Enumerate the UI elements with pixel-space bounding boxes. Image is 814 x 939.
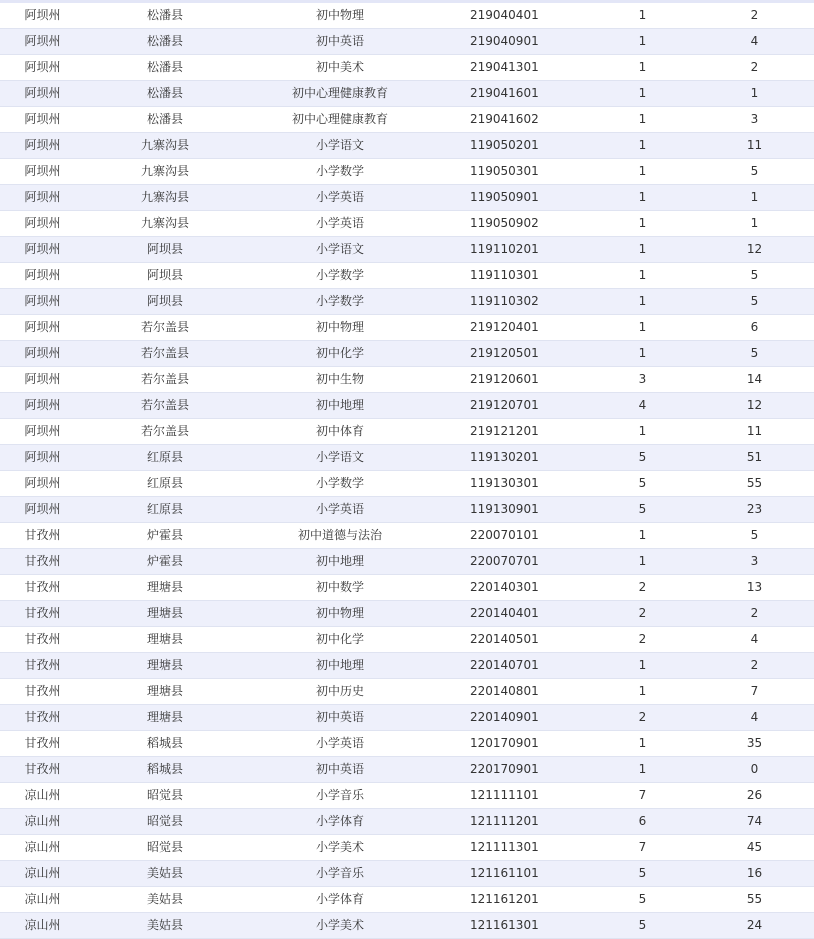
prefecture-cell: 甘孜州 (0, 601, 85, 627)
county-cell: 美姑县 (85, 913, 245, 939)
table-row (0, 3, 814, 29)
county-cell: 若尔盖县 (85, 341, 245, 367)
applicants-cell: 13 (695, 575, 814, 601)
prefecture-cell: 阿坝州 (0, 341, 85, 367)
table-row (0, 887, 814, 913)
applicants-cell: 7 (695, 679, 814, 705)
position-code-cell: 119130301 (435, 471, 590, 497)
quota-cell: 3 (590, 367, 695, 393)
applicants-cell: 12 (695, 237, 814, 263)
applicants-cell: 55 (695, 471, 814, 497)
subject-cell: 初中历史 (245, 679, 435, 705)
applicants-cell: 5 (695, 263, 814, 289)
county-cell: 九寨沟县 (85, 159, 245, 185)
subject-cell: 小学语文 (245, 237, 435, 263)
quota-cell: 4 (590, 393, 695, 419)
table-row (0, 315, 814, 341)
position-code-cell: 121161301 (435, 913, 590, 939)
quota-cell: 6 (590, 809, 695, 835)
applicants-cell: 11 (695, 419, 814, 445)
prefecture-cell: 凉山州 (0, 809, 85, 835)
applicants-cell: 5 (695, 523, 814, 549)
table-row (0, 497, 814, 523)
quota-cell: 1 (590, 653, 695, 679)
county-cell: 松潘县 (85, 55, 245, 81)
prefecture-cell: 阿坝州 (0, 419, 85, 445)
position-code-cell: 220140301 (435, 575, 590, 601)
position-code-cell: 119050201 (435, 133, 590, 159)
county-cell: 理塘县 (85, 653, 245, 679)
table-row (0, 29, 814, 55)
prefecture-cell: 阿坝州 (0, 393, 85, 419)
applicants-cell: 5 (695, 159, 814, 185)
county-cell: 美姑县 (85, 887, 245, 913)
subject-cell: 小学数学 (245, 263, 435, 289)
subject-cell: 初中地理 (245, 549, 435, 575)
prefecture-cell: 阿坝州 (0, 133, 85, 159)
table-row (0, 445, 814, 471)
quota-cell: 2 (590, 705, 695, 731)
table-row (0, 107, 814, 133)
table-row (0, 185, 814, 211)
quota-cell: 5 (590, 861, 695, 887)
county-cell: 红原县 (85, 471, 245, 497)
prefecture-cell: 甘孜州 (0, 757, 85, 783)
position-code-cell: 220140701 (435, 653, 590, 679)
prefecture-cell: 阿坝州 (0, 159, 85, 185)
prefecture-cell: 甘孜州 (0, 653, 85, 679)
position-code-cell: 219041301 (435, 55, 590, 81)
county-cell: 若尔盖县 (85, 393, 245, 419)
applicants-cell: 12 (695, 393, 814, 419)
table-row (0, 341, 814, 367)
table-row (0, 731, 814, 757)
position-code-cell: 219041601 (435, 81, 590, 107)
subject-cell: 初中心理健康教育 (245, 81, 435, 107)
applicants-cell: 1 (695, 185, 814, 211)
quota-cell: 1 (590, 549, 695, 575)
position-code-cell: 119110201 (435, 237, 590, 263)
quota-cell: 1 (590, 159, 695, 185)
county-cell: 理塘县 (85, 601, 245, 627)
subject-cell: 初中英语 (245, 29, 435, 55)
prefecture-cell: 阿坝州 (0, 497, 85, 523)
subject-cell: 初中生物 (245, 367, 435, 393)
county-cell: 美姑县 (85, 861, 245, 887)
quota-cell: 7 (590, 783, 695, 809)
county-cell: 松潘县 (85, 107, 245, 133)
position-code-cell: 219040901 (435, 29, 590, 55)
applicants-cell: 24 (695, 913, 814, 939)
applicants-cell: 11 (695, 133, 814, 159)
quota-cell: 5 (590, 445, 695, 471)
quota-cell: 1 (590, 81, 695, 107)
prefecture-cell: 阿坝州 (0, 289, 85, 315)
applicants-cell: 4 (695, 29, 814, 55)
subject-cell: 小学语文 (245, 133, 435, 159)
county-cell: 九寨沟县 (85, 185, 245, 211)
position-code-cell: 219120701 (435, 393, 590, 419)
prefecture-cell: 阿坝州 (0, 185, 85, 211)
quota-cell: 5 (590, 497, 695, 523)
table-row (0, 471, 814, 497)
position-code-cell: 119130201 (435, 445, 590, 471)
prefecture-cell: 甘孜州 (0, 575, 85, 601)
county-cell: 稻城县 (85, 731, 245, 757)
quota-cell: 1 (590, 3, 695, 29)
table-row (0, 809, 814, 835)
position-code-cell: 219121201 (435, 419, 590, 445)
subject-cell: 小学英语 (245, 211, 435, 237)
position-code-cell: 220140901 (435, 705, 590, 731)
applicants-cell: 74 (695, 809, 814, 835)
applicants-cell: 16 (695, 861, 814, 887)
quota-cell: 1 (590, 237, 695, 263)
applicants-cell: 2 (695, 3, 814, 29)
prefecture-cell: 甘孜州 (0, 523, 85, 549)
subject-cell: 初中物理 (245, 601, 435, 627)
quota-cell: 2 (590, 575, 695, 601)
table-body (0, 3, 814, 939)
applicants-cell: 55 (695, 887, 814, 913)
subject-cell: 初中道德与法治 (245, 523, 435, 549)
quota-cell: 1 (590, 315, 695, 341)
table-row (0, 783, 814, 809)
prefecture-cell: 甘孜州 (0, 627, 85, 653)
applicants-cell: 35 (695, 731, 814, 757)
county-cell: 红原县 (85, 497, 245, 523)
position-code-cell: 121161201 (435, 887, 590, 913)
county-cell: 昭觉县 (85, 835, 245, 861)
subject-cell: 初中物理 (245, 3, 435, 29)
quota-cell: 1 (590, 29, 695, 55)
applicants-cell: 2 (695, 653, 814, 679)
applicants-cell: 1 (695, 81, 814, 107)
applicants-cell: 26 (695, 783, 814, 809)
county-cell: 松潘县 (85, 81, 245, 107)
prefecture-cell: 凉山州 (0, 887, 85, 913)
applicants-cell: 45 (695, 835, 814, 861)
prefecture-cell: 甘孜州 (0, 705, 85, 731)
subject-cell: 初中地理 (245, 653, 435, 679)
subject-cell: 小学美术 (245, 913, 435, 939)
quota-cell: 1 (590, 289, 695, 315)
subject-cell: 初中美术 (245, 55, 435, 81)
prefecture-cell: 甘孜州 (0, 679, 85, 705)
position-code-cell: 120170901 (435, 731, 590, 757)
quota-cell: 1 (590, 55, 695, 81)
position-code-cell: 220070101 (435, 523, 590, 549)
county-cell: 理塘县 (85, 627, 245, 653)
quota-cell: 1 (590, 757, 695, 783)
subject-cell: 小学数学 (245, 289, 435, 315)
table-row (0, 263, 814, 289)
applicants-cell: 14 (695, 367, 814, 393)
table-row (0, 367, 814, 393)
table-row (0, 133, 814, 159)
quota-cell: 1 (590, 731, 695, 757)
subject-cell: 初中体育 (245, 419, 435, 445)
subject-cell: 小学音乐 (245, 861, 435, 887)
table-row (0, 393, 814, 419)
quota-cell: 5 (590, 471, 695, 497)
quota-cell: 2 (590, 601, 695, 627)
prefecture-cell: 阿坝州 (0, 3, 85, 29)
county-cell: 若尔盖县 (85, 419, 245, 445)
county-cell: 阿坝县 (85, 237, 245, 263)
subject-cell: 小学美术 (245, 835, 435, 861)
table-row (0, 835, 814, 861)
position-code-cell: 121161101 (435, 861, 590, 887)
table-row (0, 653, 814, 679)
table-row (0, 601, 814, 627)
table-row (0, 159, 814, 185)
county-cell: 若尔盖县 (85, 315, 245, 341)
position-code-cell: 119130901 (435, 497, 590, 523)
table-row (0, 913, 814, 939)
quota-cell: 1 (590, 341, 695, 367)
applicants-cell: 3 (695, 549, 814, 575)
prefecture-cell: 阿坝州 (0, 315, 85, 341)
table-row (0, 237, 814, 263)
applicants-cell: 1 (695, 211, 814, 237)
prefecture-cell: 甘孜州 (0, 731, 85, 757)
subject-cell: 初中化学 (245, 627, 435, 653)
position-code-cell: 121111201 (435, 809, 590, 835)
position-code-cell: 220070701 (435, 549, 590, 575)
quota-cell: 1 (590, 419, 695, 445)
prefecture-cell: 凉山州 (0, 913, 85, 939)
prefecture-cell: 凉山州 (0, 783, 85, 809)
county-cell: 九寨沟县 (85, 211, 245, 237)
table-row (0, 81, 814, 107)
subject-cell: 初中英语 (245, 757, 435, 783)
county-cell: 昭觉县 (85, 783, 245, 809)
applicants-cell: 6 (695, 315, 814, 341)
position-code-cell: 121111101 (435, 783, 590, 809)
table-row (0, 211, 814, 237)
subject-cell: 初中英语 (245, 705, 435, 731)
position-code-cell: 219120401 (435, 315, 590, 341)
table-row (0, 549, 814, 575)
prefecture-cell: 阿坝州 (0, 237, 85, 263)
quota-cell: 1 (590, 107, 695, 133)
county-cell: 阿坝县 (85, 263, 245, 289)
subject-cell: 初中数学 (245, 575, 435, 601)
prefecture-cell: 阿坝州 (0, 55, 85, 81)
table-row (0, 575, 814, 601)
subject-cell: 初中化学 (245, 341, 435, 367)
position-code-cell: 119050301 (435, 159, 590, 185)
subject-cell: 初中物理 (245, 315, 435, 341)
quota-cell: 1 (590, 133, 695, 159)
quota-cell: 1 (590, 523, 695, 549)
applicants-cell: 51 (695, 445, 814, 471)
county-cell: 理塘县 (85, 575, 245, 601)
position-code-cell: 121111301 (435, 835, 590, 861)
county-cell: 理塘县 (85, 705, 245, 731)
quota-cell: 1 (590, 263, 695, 289)
position-code-cell: 220140801 (435, 679, 590, 705)
quota-cell: 7 (590, 835, 695, 861)
subject-cell: 初中地理 (245, 393, 435, 419)
applicants-cell: 2 (695, 601, 814, 627)
position-code-cell: 220170901 (435, 757, 590, 783)
county-cell: 昭觉县 (85, 809, 245, 835)
prefecture-cell: 阿坝州 (0, 81, 85, 107)
position-code-cell: 220140401 (435, 601, 590, 627)
table-row (0, 757, 814, 783)
subject-cell: 小学体育 (245, 809, 435, 835)
position-code-cell: 220140501 (435, 627, 590, 653)
table-row (0, 419, 814, 445)
position-code-cell: 219041602 (435, 107, 590, 133)
county-cell: 理塘县 (85, 679, 245, 705)
position-code-cell: 219040401 (435, 3, 590, 29)
position-code-cell: 119110301 (435, 263, 590, 289)
table-row (0, 705, 814, 731)
quota-cell: 2 (590, 627, 695, 653)
prefecture-cell: 阿坝州 (0, 107, 85, 133)
applicants-cell: 23 (695, 497, 814, 523)
prefecture-cell: 阿坝州 (0, 29, 85, 55)
county-cell: 九寨沟县 (85, 133, 245, 159)
applicants-cell: 4 (695, 627, 814, 653)
table-row (0, 289, 814, 315)
subject-cell: 小学数学 (245, 159, 435, 185)
county-cell: 松潘县 (85, 29, 245, 55)
position-code-cell: 219120501 (435, 341, 590, 367)
county-cell: 阿坝县 (85, 289, 245, 315)
position-code-cell: 119050901 (435, 185, 590, 211)
quota-cell: 1 (590, 679, 695, 705)
subject-cell: 小学英语 (245, 497, 435, 523)
county-cell: 炉霍县 (85, 549, 245, 575)
applicants-cell: 3 (695, 107, 814, 133)
prefecture-cell: 阿坝州 (0, 471, 85, 497)
applicants-cell: 2 (695, 55, 814, 81)
subject-cell: 小学英语 (245, 185, 435, 211)
county-cell: 红原县 (85, 445, 245, 471)
table-row (0, 679, 814, 705)
table-row (0, 627, 814, 653)
subject-cell: 小学音乐 (245, 783, 435, 809)
table-row (0, 523, 814, 549)
subject-cell: 小学英语 (245, 731, 435, 757)
subject-cell: 小学语文 (245, 445, 435, 471)
recruitment-table (0, 3, 814, 939)
subject-cell: 初中心理健康教育 (245, 107, 435, 133)
table-row (0, 55, 814, 81)
applicants-cell: 5 (695, 341, 814, 367)
position-code-cell: 119050902 (435, 211, 590, 237)
prefecture-cell: 阿坝州 (0, 367, 85, 393)
position-code-cell: 219120601 (435, 367, 590, 393)
prefecture-cell: 阿坝州 (0, 263, 85, 289)
county-cell: 松潘县 (85, 3, 245, 29)
subject-cell: 小学体育 (245, 887, 435, 913)
quota-cell: 1 (590, 211, 695, 237)
quota-cell: 5 (590, 887, 695, 913)
table-row (0, 861, 814, 887)
applicants-cell: 4 (695, 705, 814, 731)
subject-cell: 小学数学 (245, 471, 435, 497)
quota-cell: 5 (590, 913, 695, 939)
prefecture-cell: 凉山州 (0, 861, 85, 887)
applicants-cell: 0 (695, 757, 814, 783)
county-cell: 若尔盖县 (85, 367, 245, 393)
quota-cell: 1 (590, 185, 695, 211)
applicants-cell: 5 (695, 289, 814, 315)
position-code-cell: 119110302 (435, 289, 590, 315)
prefecture-cell: 凉山州 (0, 835, 85, 861)
county-cell: 炉霍县 (85, 523, 245, 549)
county-cell: 稻城县 (85, 757, 245, 783)
prefecture-cell: 甘孜州 (0, 549, 85, 575)
prefecture-cell: 阿坝州 (0, 445, 85, 471)
prefecture-cell: 阿坝州 (0, 211, 85, 237)
